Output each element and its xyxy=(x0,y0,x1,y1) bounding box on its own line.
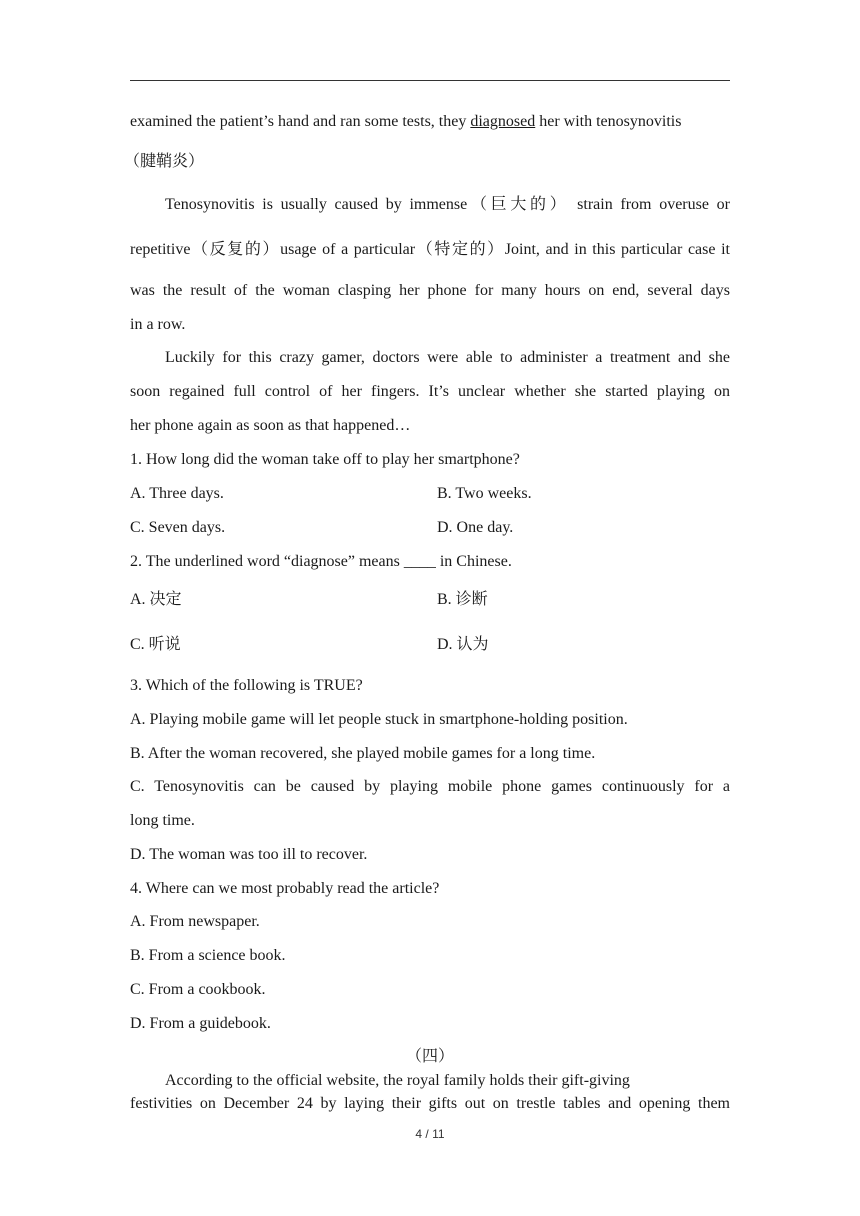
passage-line: festivities on December 24 by laying their gifts out on trestle tables and opening them xyxy=(130,1095,730,1112)
question-stem: 4. Where can we most probably read the article? xyxy=(130,880,440,897)
option-d: D. The woman was too ill to recover. xyxy=(130,846,368,863)
option-c: C. Seven days. xyxy=(130,519,226,536)
underlined-word: diagnosed xyxy=(470,113,536,130)
question-stem: 1. How long did the woman take off to play her smartphone? xyxy=(130,451,520,468)
option-row xyxy=(130,635,730,655)
option-a: A. From newspaper. xyxy=(130,913,260,930)
option-b: B. 诊断 xyxy=(437,591,488,608)
option-row xyxy=(130,590,730,610)
passage-line: Luckily for this crazy gamer, doctors were able to administer a treatment and she xyxy=(165,349,730,366)
option-b: B. Two weeks. xyxy=(437,485,532,502)
passage-line: was the result of the woman clasping her phone for many hours on end, several days xyxy=(130,282,730,299)
page-number: 4 / 11 xyxy=(415,1127,445,1141)
option-d: D. One day. xyxy=(437,519,514,536)
question-stem: 2. The underlined word “diagnose” means ____ in Chinese. xyxy=(130,553,512,570)
option-a: A. Playing mobile game will let people stuck in smartphone-holding position. xyxy=(130,711,628,728)
option-c: C. Tenosynovitis can be caused by playing mobile phone games continuously for a xyxy=(130,778,730,795)
passage-line: examined the patient’s hand and ran some tests, they diagnosed her with tenosynovitis xyxy=(130,113,682,130)
passage-line: （腱鞘炎） xyxy=(124,153,205,170)
passage-line: repetitive（反复的）usage of a particular（特定的）Joint, and in this particular case it xyxy=(130,241,730,258)
passage-line: her phone again as soon as that happened… xyxy=(130,417,411,434)
passage-line: in a row. xyxy=(130,316,186,333)
passage-line: soon regained full control of her fingers. It’s unclear whether she started playing on xyxy=(130,383,730,400)
question-stem: 3. Which of the following is TRUE? xyxy=(130,677,363,694)
option-d: D. From a guidebook. xyxy=(130,1015,271,1032)
option-c: C. From a cookbook. xyxy=(130,981,266,998)
passage-line: According to the official website, the royal family holds their gift-giving xyxy=(165,1072,630,1089)
option-row xyxy=(130,518,730,538)
section-heading: （四） xyxy=(405,1048,454,1065)
header-rule xyxy=(130,80,730,81)
option-c: C. 听说 xyxy=(130,636,181,653)
option-row xyxy=(130,484,730,504)
option-a: A. 决定 xyxy=(130,591,182,608)
option-b: B. From a science book. xyxy=(130,947,286,964)
option-b: B. After the woman recovered, she played mobile games for a long time. xyxy=(130,745,596,762)
passage-line: Tenosynovitis is usually caused by immense（巨大的） strain from overuse or xyxy=(165,196,730,213)
option-d: D. 认为 xyxy=(437,636,489,653)
option-c-continued: long time. xyxy=(130,812,195,829)
option-a: A. Three days. xyxy=(130,485,224,502)
